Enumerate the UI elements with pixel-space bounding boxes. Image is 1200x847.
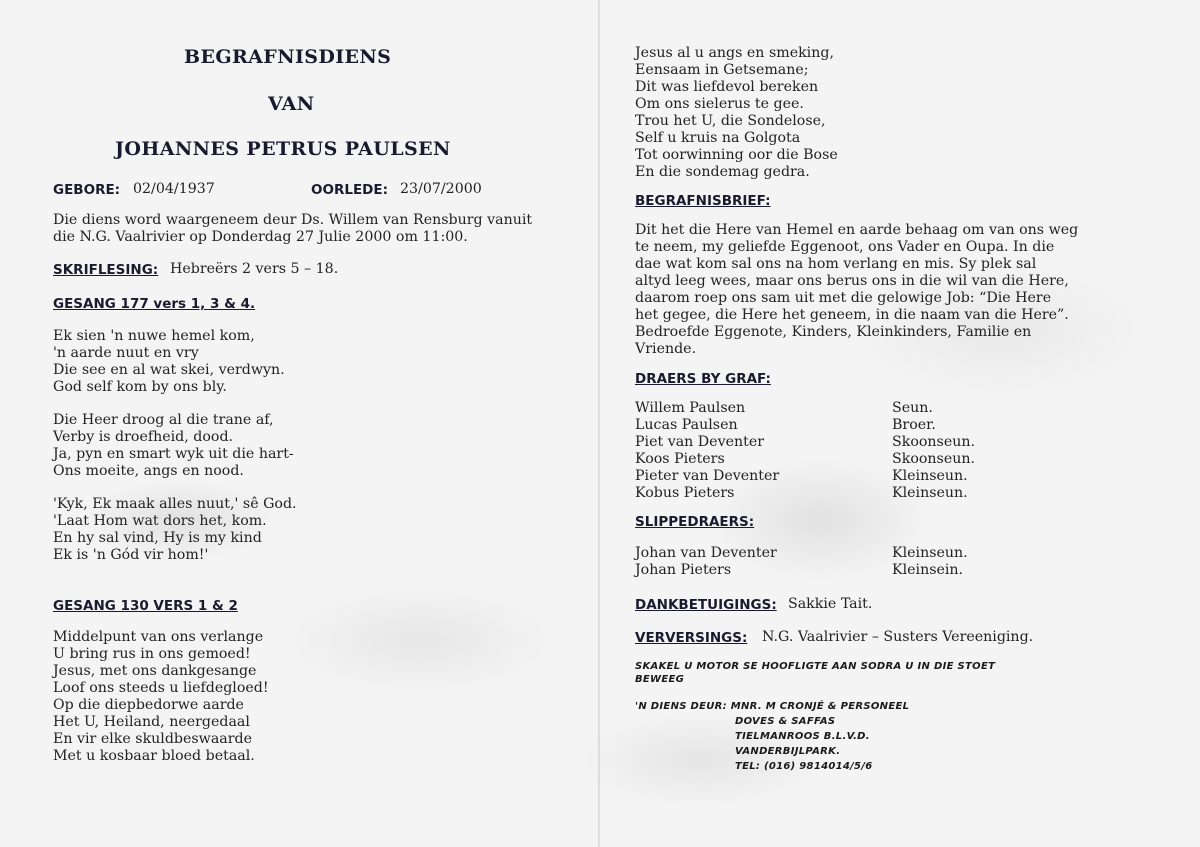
verse-line: God self kom by ons bly. [53, 379, 227, 395]
verse-line: U bring rus in ons gemoed! [53, 646, 251, 662]
undertaker-line-2: DOVES & SAFFAS [735, 716, 836, 727]
hymn1-label: GESANG 177 vers 1, 3 & 4. [53, 296, 256, 312]
verse-line: Jesus, met ons dankgesange [53, 663, 257, 679]
verse-line: Tot oorwinning oor die Bose [635, 147, 838, 163]
born-date: 02/04/1937 [133, 181, 215, 197]
verse-line: En hy sal vind, Hy is my kind [53, 530, 262, 546]
bearers-label: DRAERS BY GRAF: [635, 371, 771, 387]
hymn2-verse-2 [635, 45, 838, 181]
funeral-letter [635, 222, 1078, 358]
verse-line: 'Kyk, Ek maak alles nuut,' sê God. [53, 496, 297, 512]
letter-line: daarom roep ons sam uit met die gelowige Job: “Die Here [635, 290, 1052, 306]
verse-line: Die Heer droog al die trane af, [53, 412, 274, 428]
verse-line: Jesus al u angs en smeking, [635, 45, 834, 61]
reading-label: SKRIFLESING: [53, 262, 159, 278]
letter-line: te neem, my geliefde Eggenoot, ons Vader en Oupa. In die [635, 239, 1055, 255]
refreshments-value: N.G. Vaalrivier – Susters Vereeniging. [762, 629, 1034, 645]
bearer-name: Willem Paulsen [635, 400, 746, 416]
verse-line: Die see en al wat skei, verdwyn. [53, 362, 285, 378]
letter-line: altyd leeg wees, maar ons berus ons in die wil van die Here, [635, 273, 1069, 289]
verse-line: En vir elke skuldbeswaarde [53, 731, 252, 747]
bearer-name: Koos Pieters [635, 451, 725, 467]
verse-line: Dit was liefdevol bereken [635, 79, 819, 95]
verse-line: Ek is 'n Gód vir hom!' [53, 547, 209, 563]
thanks-value: Sakkie Tait. [788, 596, 873, 612]
bearers-names [635, 400, 779, 502]
pallbearer-relation: Kleinsein. [892, 562, 964, 578]
bearer-name: Lucas Paulsen [635, 417, 738, 433]
thanks-label: DANKBETUIGINGS: [635, 597, 777, 613]
bearer-name: Piet van Deventer [635, 434, 765, 450]
bearer-name: Kobus Pieters [635, 485, 735, 501]
service-line-1: Die diens word waargeneem deur Ds. Willem van Rensburg vanuit [53, 212, 533, 228]
pallbearers-label: SLIPPEDRAERS: [635, 514, 755, 530]
verse-line: Eensaam in Getsemane; [635, 62, 809, 78]
verse-line: Het U, Heiland, neergedaal [53, 714, 250, 730]
letter-line: Vriende. [635, 341, 697, 357]
verse-line: Ja, pyn en smart wyk uit die hart- [53, 446, 294, 462]
title-service: BEGRAFNISDIENS [184, 46, 392, 68]
letter-line: Dit het die Here van Hemel en aarde behaag om van ons weg [635, 222, 1079, 238]
letter-line: dae wat kom sal ons na hom verlang en mis. Sy plek sal [635, 256, 1037, 272]
died-label: OORLEDE: [311, 182, 388, 198]
undertaker-line-3: TIELMANROOS B.L.V.D. [735, 731, 870, 742]
bearer-relation: Kleinseun. [892, 468, 968, 484]
undertaker-line-5: TEL: (016) 9814014/5/6 [735, 761, 873, 772]
hymn1-verse-3 [53, 496, 297, 564]
bearer-relation: Seun. [892, 400, 933, 416]
pallbearers-names [635, 545, 777, 579]
verse-line: En die sondemag gedra. [635, 164, 810, 180]
page-fold [598, 0, 600, 847]
bearer-relation: Kleinseun. [892, 485, 968, 501]
verse-line: Met u kosbaar bloed betaal. [53, 748, 255, 764]
bearer-name: Pieter van Deventer [635, 468, 780, 484]
service-line-2: die N.G. Vaalrivier op Donderdag 27 Julie 2000 om 11:00. [53, 229, 468, 245]
undertaker-line-4: VANDERBIJLPARK. [735, 746, 841, 757]
letter-line: het gegee, die Here het geneem, in die naam van die Here”. [635, 307, 1069, 323]
bearer-relation: Skoonseun. [892, 451, 975, 467]
born-label: GEBORE: [53, 182, 121, 198]
headlights-notice-1: SKAKEL U MOTOR SE HOOFLIGTE AAN SODRA U IN DIE STOET [635, 661, 996, 672]
pallbearer-name: Johan van Deventer [635, 545, 777, 561]
verse-line: Self u kruis na Golgota [635, 130, 801, 146]
verse-line: 'n aarde nuut en vry [53, 345, 199, 361]
hymn2-verse-1 [53, 629, 269, 765]
hymn2-label: GESANG 130 VERS 1 & 2 [53, 598, 238, 614]
title-of: VAN [268, 93, 315, 115]
letter-line: Bedroefde Eggenote, Kinders, Kleinkinders, Familie en [635, 324, 1032, 340]
letter-label: BEGRAFNISBRIEF: [635, 193, 771, 209]
verse-line: Om ons sielerus te gee. [635, 96, 804, 112]
undertaker-line-1: 'N DIENS DEUR: MNR. M CRONJÉ & PERSONEEL [635, 701, 910, 712]
verse-line: Op die diepbedorwe aarde [53, 697, 244, 713]
bearer-relation: Broer. [892, 417, 936, 433]
verse-line: Middelpunt van ons verlange [53, 629, 264, 645]
title-name: JOHANNES PETRUS PAULSEN [115, 138, 451, 160]
bearers-relations [892, 400, 975, 502]
hymn1-verse-1 [53, 328, 285, 396]
verse-line: Ons moeite, angs en nood. [53, 463, 244, 479]
hymn1-verse-2 [53, 412, 294, 480]
pallbearers-relations [892, 545, 968, 579]
verse-line: Loof ons steeds u liefdegloed! [53, 680, 269, 696]
headlights-notice-2: BEWEEG [635, 674, 685, 685]
pallbearer-relation: Kleinseun. [892, 545, 968, 561]
verse-line: Ek sien 'n nuwe hemel kom, [53, 328, 255, 344]
verse-line: 'Laat Hom wat dors het, kom. [53, 513, 267, 529]
reading-value: Hebreërs 2 vers 5 – 18. [170, 261, 339, 277]
verse-line: Trou het U, die Sondelose, [635, 113, 826, 129]
refreshments-label: VERVERSINGS: [635, 630, 748, 646]
died-date: 23/07/2000 [400, 181, 482, 197]
verse-line: Verby is droefheid, dood. [53, 429, 234, 445]
pallbearer-name: Johan Pieters [635, 562, 732, 578]
bearer-relation: Skoonseun. [892, 434, 975, 450]
